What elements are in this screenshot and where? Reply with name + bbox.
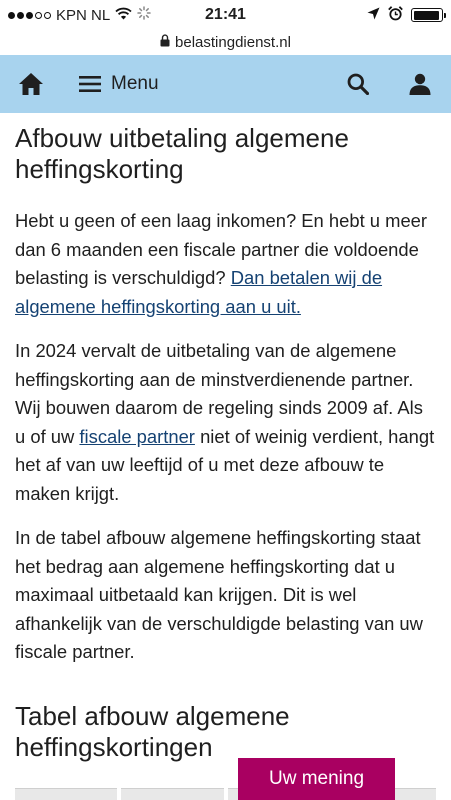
page-title: Afbouw uitbetaling algemene heffingskorting: [15, 123, 349, 184]
afbouw-paragraph: [15, 337, 436, 508]
account-button[interactable]: [409, 73, 431, 95]
carrier-label: KPN NL: [56, 6, 111, 24]
lock-icon: [160, 34, 170, 51]
tabel-paragraph: In de tabel afbouw algemene heffingskorting staat het bedrag aan algemene heffingskorting dat u maximaal uitbetaald kan krijgen. Dit is wel afhankelijk van de verschuldigde belasting van uw fiscale partner.: [15, 527, 423, 662]
status-bar: [0, 0, 451, 30]
battery-icon: [411, 8, 443, 22]
home-button[interactable]: [18, 72, 44, 96]
table-header-cell: [15, 788, 117, 800]
alarm-clock-icon: [388, 6, 403, 25]
home-icon: [18, 72, 44, 96]
address-bar[interactable]: [0, 30, 451, 55]
search-button[interactable]: [347, 73, 369, 95]
search-icon: [347, 73, 369, 95]
intro-text: Hebt u geen of een laag inkomen? En hebt u meer dan 6 maanden een fiscale partner die voldoende belasting is verschuldigd?: [15, 210, 428, 288]
url-text: belastingdienst.nl: [175, 34, 291, 51]
clock: 21:41: [205, 6, 246, 23]
activity-spinner-icon: [137, 6, 151, 24]
location-arrow-icon: [367, 7, 380, 24]
hamburger-menu-icon: [79, 75, 101, 93]
user-icon: [409, 73, 431, 95]
menu-label: Menu: [111, 73, 159, 94]
fiscale-partner-link[interactable]: fiscale partner: [79, 425, 195, 447]
afbouw-text-after: niet of weinig verdient, hangt het af van uw leeftijd of u met deze afbouw te maken krijgt.: [15, 425, 435, 504]
table-header-cell: [121, 788, 223, 800]
section-heading: Tabel afbouw algemene heffingskortingen: [15, 700, 290, 762]
site-navbar: [0, 55, 451, 113]
main-content: [0, 113, 451, 763]
afbouw-text-before: In 2024 vervalt de uitbetaling van de algemene heffingskorting aan de minstverdienende partner. Wij bouwen daarom de regeling sinds 2009 af. Als u of uw: [15, 340, 423, 447]
menu-button[interactable]: [79, 73, 159, 95]
wifi-icon: [115, 7, 132, 24]
intro-paragraph: [15, 207, 436, 321]
signal-dots-icon: [8, 12, 51, 19]
uitbetaling-link[interactable]: Dan betalen wij de algemene heffingskorting aan u uit.: [15, 267, 383, 317]
feedback-button[interactable]: Uw mening: [238, 758, 395, 800]
